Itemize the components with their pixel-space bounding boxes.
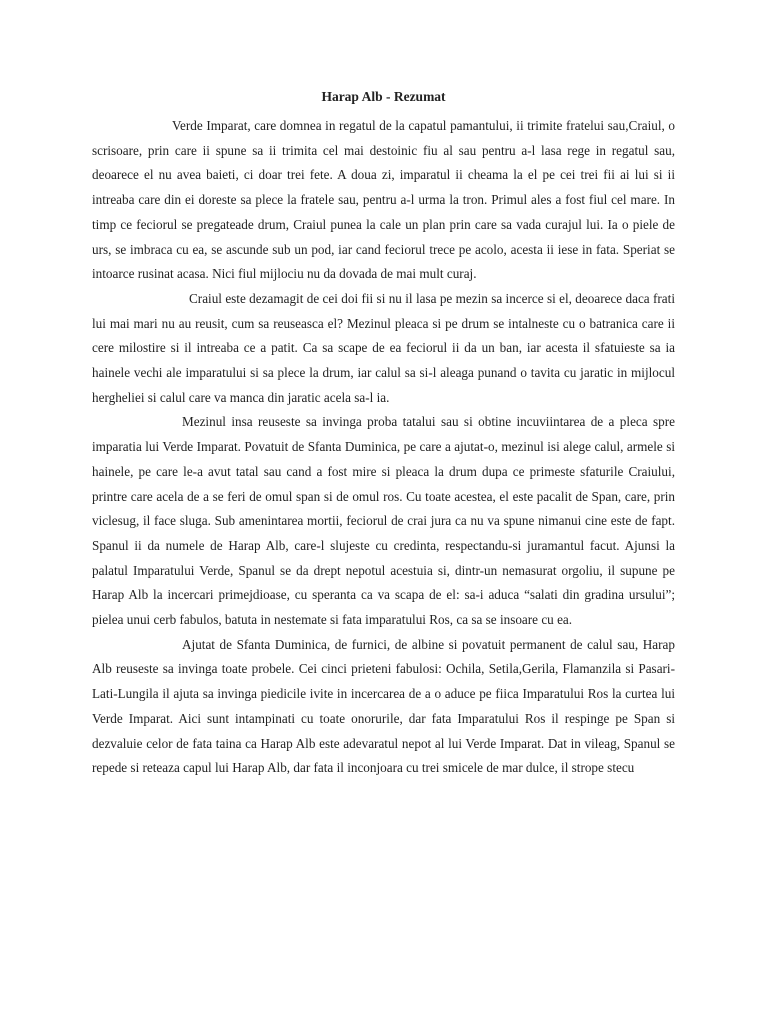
- document-page: [92, 86, 675, 781]
- paragraph-2: Craiul este dezamagit de cei doi fii si nu il lasa pe mezin sa incerce si el, deoarece daca frati lui mai mari nu au reusit, cum sa reuseasca el? Mezinul pleaca si pe drum se intalneste cu o batranica care ii cere milostire si il intreaba ce a patit. Ca sa scape de ea feciorul ii da un ban, iar acesta il sfatuieste sa ia hainele vechi ale imparatului si sa plece la drum, iar calul sa si-l aleaga punand o tavita cu jaratic in mijlocul hergheliei si calul care va manca din jaratic acela sa-l ia.: [92, 290, 675, 405]
- document-title: Harap Alb - Rezumat: [321, 89, 446, 104]
- paragraph-1: Verde Imparat, care domnea in regatul de la capatul pamantului, ii trimite fratelui sau,Craiul, o scrisoare, prin care ii spune sa ii trimita cel mai destoinic fiu al sau pentru a-l lasa rege in regatul sau, deoarece el nu avea baieti, ci doar trei fete. A doua zi, imparatul ii cheama la el pe cei trei fii ai lui si ii intreaba care din ei doreste sa plece la fratele sau, pentru a-l urma la tron. Primul ales a fost fiul cel mare. In timp ce feciorul se pregateade drum, Craiul punea la cale un plan prin care sa vada curajul lui. Ia o piele de urs, se imbraca cu ea, se ascunde sub un pod, iar cand feciorul trece pe acolo, acesta ii iese in fata. Speriat se intoarce rusinat acasa. Nici fiul mijlociu nu da dovada de mai mult curaj.: [92, 118, 675, 282]
- paragraph-3: Mezinul insa reuseste sa invinga proba tatalui sau si obtine incuviintarea de a pleca spre imparatia lui Verde Imparat. Povatuit de Sfanta Duminica, pe care a ajutat-o, mezinul isi alege calul, armele si hainele, pe care le-a avut tatal sau cand a fost mire si pleaca la drum dupa ce primeste sfaturile Craiului, printre care acela de a se feri de omul span si de omul ros. Cu toate acestea, el este pacalit de Span, care, prin viclesug, il face sluga. Sub amenintarea mortii, feciorul de crai jura ca nu va spune nimanui cine este de fapt. Spanul ii da numele de Harap Alb, care-l slujeste cu credinta, respectandu-si juramantul facut. Ajunsi la palatul Imparatului Verde, Spanul se da drept nepotul acestuia si, dintr-un nemasurat orgoliu, il supune pe Harap Alb la incercari primejdioase, cu speranta ca va scapa de el: sa-i aduca “salati din gradina ursului”; pielea unui cerb fabulos, batuta in nestemate si fata imparatului Ros, ca sa se insoare cu ea.: [92, 414, 675, 628]
- paragraph-4: Ajutat de Sfanta Duminica, de furnici, de albine si povatuit permanent de calul sau, Harap Alb reuseste sa invinga toate probele. Cei cinci prieteni fabulosi: Ochila, Setila,Gerila, Flamanzila si Pasari-Lati-Lungila il ajuta sa invinga piedicile ivite in incercarea de a o aduce pe fiica Imparatului Ros la curtea lui Verde Imparat. Aici sunt intampinati cu toate onorurile, dar fata Imparatului Ros il respinge pe Span si dezvaluie celor de fata taina ca Harap Alb este adevaratul nepot al lui Verde Imparat. Dat in vileag, Spanul se repede si reteaza capul lui Harap Alb, dar fata il inconjoara cu trei smicele de mar dulce, il strope stecu: [92, 636, 675, 776]
